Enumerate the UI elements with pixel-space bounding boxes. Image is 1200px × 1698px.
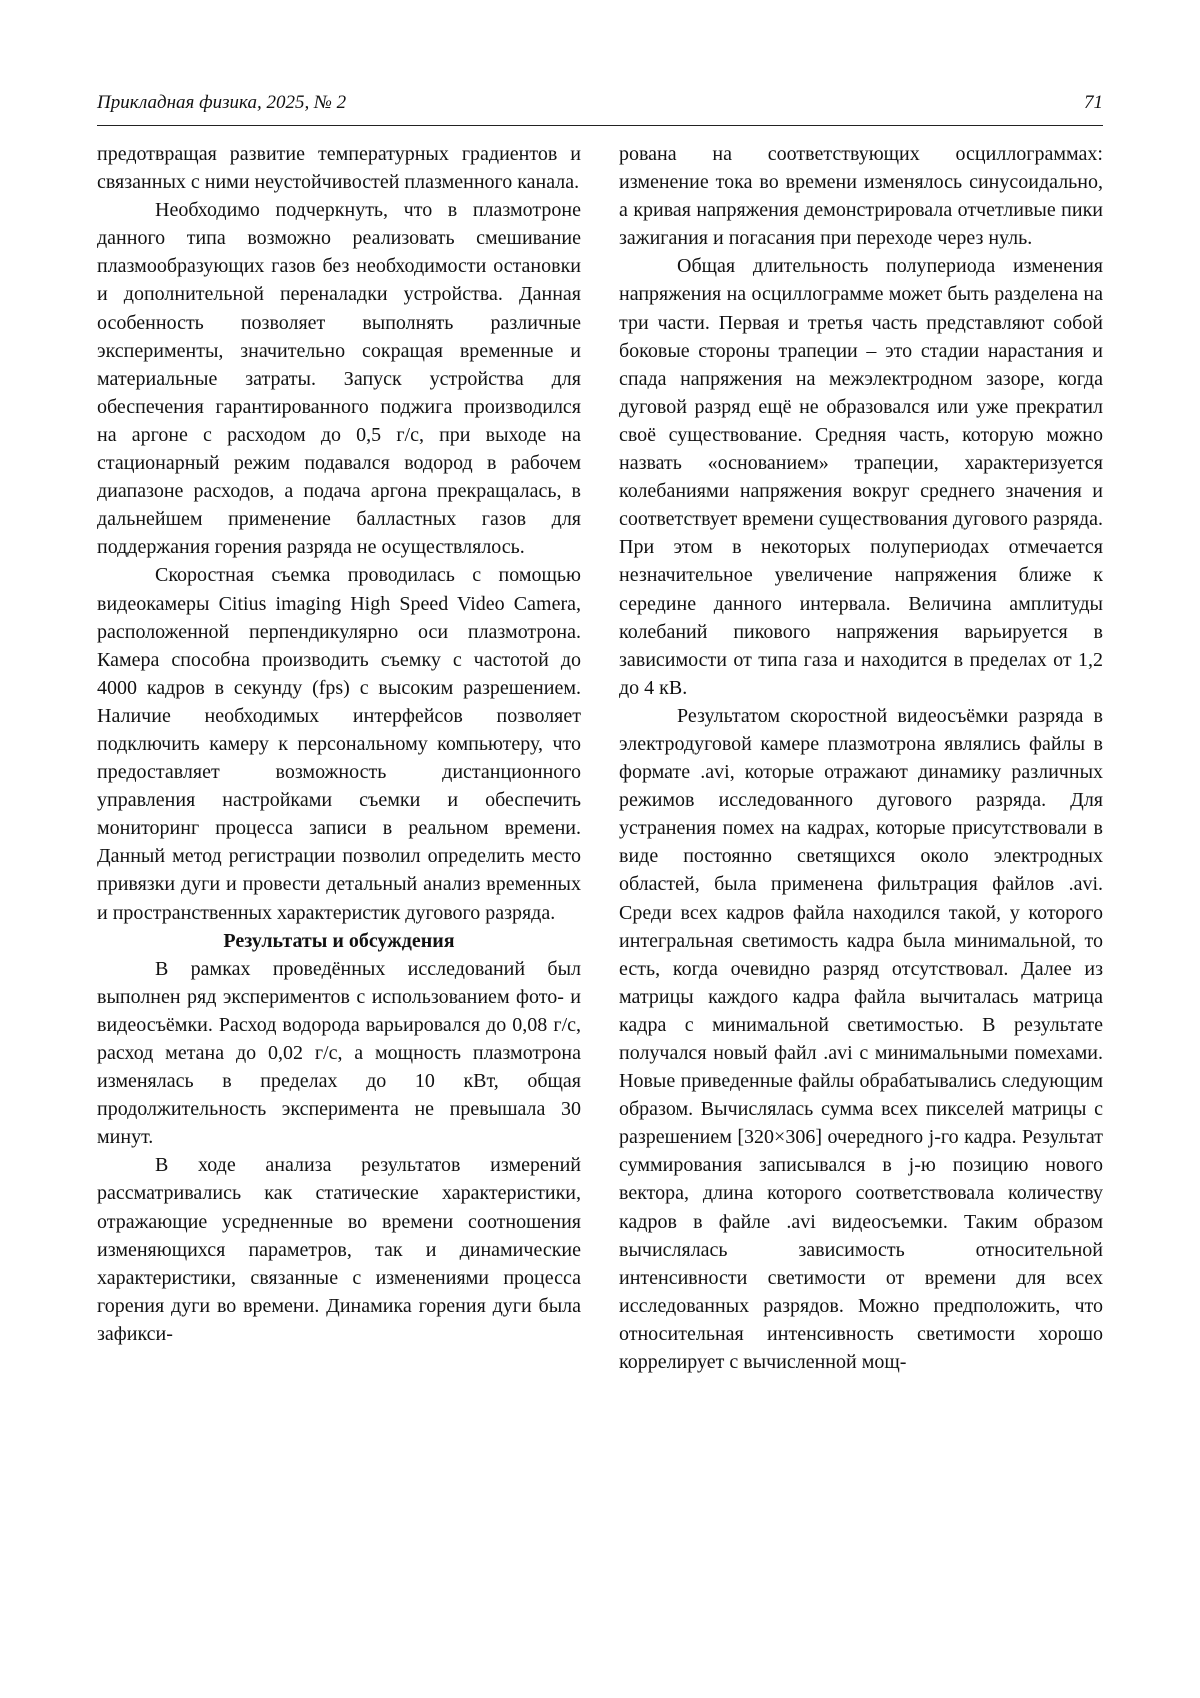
paragraph: Необходимо подчеркнуть, что в плазмотроне данного типа возможно реализовать смешивание плазмообразующих газов без необходимости остановки и дополнительной переналадки устройства. Данная особенность позволяет выполнять различные эксперименты, значительно сокращая временные и материальные затраты. Запуск устройства для обеспечения гарантированного поджига производился на аргоне с расходом до 0,5 г/с, при выходе на стационарный режим подавался водород в рабочем диапазоне расходов, а подача аргона прекращалась, в дальнейшем применение балластных газов для поддержания горения разряда не осуществлялось. xyxy=(97,199,581,559)
running-header xyxy=(97,92,1103,122)
paragraph: В ходе анализа результатов измерений рассматривались как статические характеристики, отражающие усредненные во времени соотношения изменяющихся параметров, так и динамические характеристики, связанные с изменениями процесса горения дуги во времени. Динамика горения дуги была зафикси- xyxy=(97,1154,581,1345)
header-rule xyxy=(97,125,1103,126)
page-number: 71 xyxy=(1084,92,1103,113)
paragraph: предотвращая развитие температурных градиентов и связанных с ними неустойчивостей плазменного канала. xyxy=(97,143,581,194)
paragraph: Результатом скоростной видеосъёмки разряда в электродуговой камере плазмотрона являлись файлы в формате .avi, которые отражают динамику различных режимов исследованного дугового разряда. Для устранения помех на кадрах, которые присутствовали в виде постоянно светящихся около электродных областей, была применена фильтрация файлов .avi. Среди всех кадров файла находился такой, у которого интегральная светимость кадра была минимальной, то есть, когда очевидно разряд отсутствовал. Далее из матрицы каждого кадра файла вычиталась матрица кадра с минимальной светимостью. В результате получался новый файл .avi с минимальными помехами. Новые приведенные файлы обрабатывались следующим образом. Вычислялась сумма всех пикселей матрицы с разрешением [320×306] очередного j-го кадра. Результат суммирования записывался в j-ю позицию нового вектора, длина которого соответствовала количеству кадров в файле .avi видеосъемки. Таким образом вычислялась зависимость относительной интенсивности светимости от времени для всех исследованных разрядов. Можно предположить, что относительная интенсивность светимости хорошо коррелирует с вычисленной мощ- xyxy=(619,704,1103,1374)
paragraph: рована на соответствующих осциллограммах: изменение тока во времени изменялось синусоидально, а кривая напряжения демонстрировала отчетливые пики зажигания и погасания при переходе через нуль. xyxy=(619,143,1103,250)
journal-title: Прикладная физика, 2025, № 2 xyxy=(97,92,347,113)
left-column xyxy=(97,140,581,1348)
paragraph: Общая длительность полупериода изменения напряжения на осциллограмме может быть разделена на три части. Первая и третья часть представляют собой боковые стороны трапеции – это стадии нарастания и спада напряжения на межэлектродном зазоре, когда дуговой разряд ещё не образовался или уже прекратил своё существование. Средняя часть, которую можно назвать «основанием» трапеции, характеризуется колебаниями напряжения вокруг среднего значения и соответствует времени существования дугового разряда. При этом в некоторых полупериодах отмечается незначительное увеличение напряжения ближе к середине данного интервала. Величина амплитуды колебаний пикового напряжения варьируется в зависимости от типа газа и находится в пределах от 1,2 до 4 кВ. xyxy=(619,255,1103,699)
paragraph: В рамках проведённых исследований был выполнен ряд экспериментов с использованием фото- и видеосъёмки. Расход водорода варьировался до 0,08 г/с, расход метана до 0,02 г/с, а мощность плазмотрона изменялась в пределах до 10 кВт, общая продолжительность эксперимента не превышала 30 минут. xyxy=(97,957,581,1149)
right-column xyxy=(619,140,1103,1376)
section-heading: Результаты и обсуждения xyxy=(223,929,455,952)
paragraph: Скоростная съемка проводилась с помощью видеокамеры Citius imaging High Speed Video Camera, расположенной перпендикулярно оси плазмотрона. Камера способна производить съемку с частотой до 4000 кадров в секунду (fps) с высоким разрешением. Наличие необходимых интерфейсов позволяет подключить камеру к персональному компьютеру, что предоставляет возможность дистанционного управления настройками съемки и обеспечить мониторинг процесса записи в реальном времени. Данный метод регистрации позволил определить место привязки дуги и провести детальный анализ временных и пространственных характеристик дугового разряда. xyxy=(97,564,581,924)
